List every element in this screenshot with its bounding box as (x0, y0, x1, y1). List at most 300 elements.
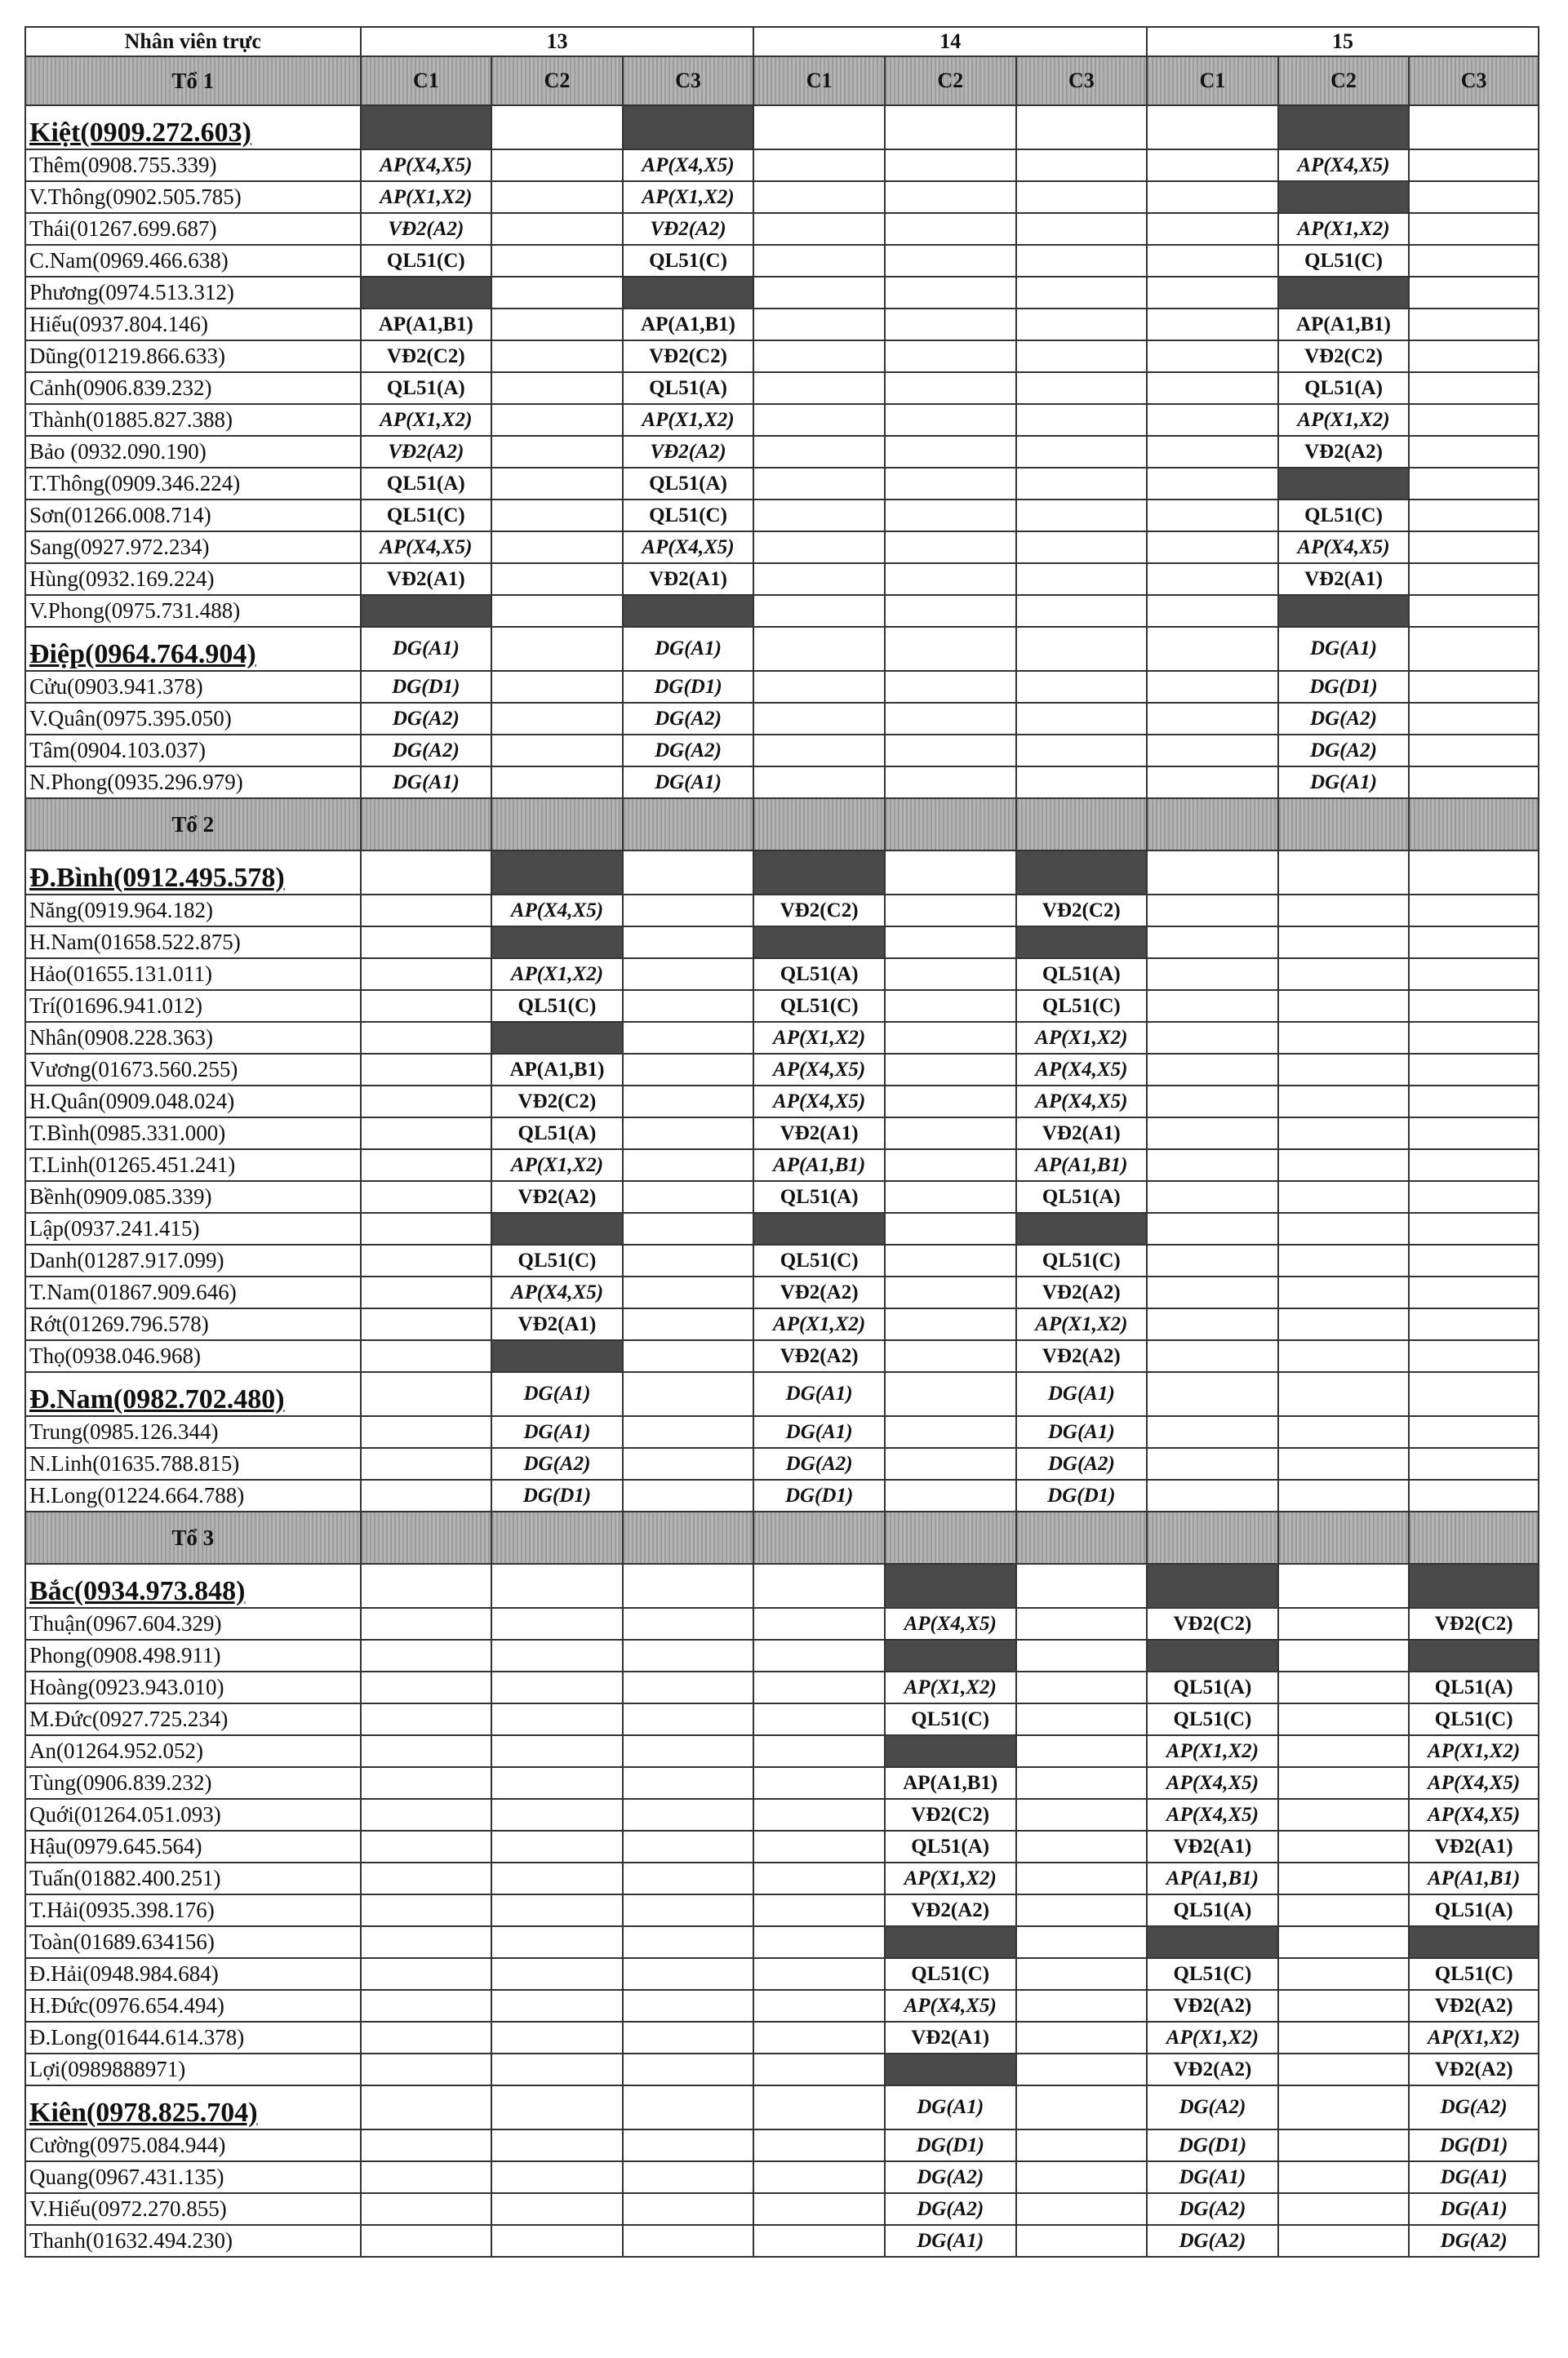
empty-cell (1147, 895, 1278, 926)
empty-cell (361, 1831, 492, 1863)
empty-cell (1409, 149, 1539, 181)
staff-name: Cường(0975.084.944) (25, 2129, 361, 2161)
empty-cell (361, 1894, 492, 1926)
empty-cell (753, 703, 885, 735)
empty-cell (1278, 990, 1410, 1022)
staff-row (25, 500, 1539, 531)
empty-cell (1409, 671, 1539, 703)
empty-cell (1409, 309, 1539, 340)
empty-cell (1409, 1022, 1539, 1054)
empty-cell (361, 2225, 492, 2257)
empty-cell (1409, 372, 1539, 404)
assignment-cell: QL51(A) (1278, 372, 1410, 404)
assignment-cell: QL51(C) (753, 1245, 885, 1277)
assignment-cell: AP(X1,X2) (753, 1022, 885, 1054)
staff-row (25, 703, 1539, 735)
off-duty-block (885, 2054, 1016, 2085)
empty-cell (753, 309, 885, 340)
staff-row (25, 245, 1539, 277)
assignment-cell: QL51(C) (1409, 1958, 1539, 1990)
empty-cell (623, 990, 754, 1022)
empty-cell (1278, 850, 1410, 895)
empty-cell (361, 1277, 492, 1308)
empty-cell (1016, 277, 1148, 309)
group-header-row (25, 1512, 1539, 1564)
assignment-cell: AP(X4,X5) (753, 1054, 885, 1086)
off-duty-block (361, 595, 492, 627)
assignment-cell: VĐ2(A2) (361, 436, 492, 468)
empty-cell (885, 1149, 1016, 1181)
assignment-cell: QL51(C) (491, 1245, 623, 1277)
leader-name: Kiên(0978.825.704) (25, 2085, 361, 2129)
empty-cell (1278, 1480, 1410, 1512)
empty-cell (491, 1799, 623, 1831)
staff-row (25, 531, 1539, 563)
staff-row (25, 2161, 1539, 2193)
shift-header (491, 798, 623, 850)
empty-cell (1409, 1480, 1539, 1512)
empty-cell (361, 1054, 492, 1086)
empty-cell (753, 2161, 885, 2193)
shift-header (753, 798, 885, 850)
assignment-cell: DG(A2) (491, 1448, 623, 1480)
empty-cell (623, 895, 754, 926)
assignment-cell: AP(X1,X2) (491, 958, 623, 990)
empty-cell (1147, 372, 1278, 404)
staff-name: Hiếu(0937.804.146) (25, 309, 361, 340)
empty-cell (1278, 1213, 1410, 1245)
assignment-cell: QL51(A) (1409, 1672, 1539, 1703)
empty-cell (885, 990, 1016, 1022)
staff-name: Tuấn(01882.400.251) (25, 1863, 361, 1894)
shift-header: C1 (1147, 56, 1278, 105)
staff-row (25, 1213, 1539, 1245)
empty-cell (885, 1308, 1016, 1340)
empty-cell (491, 1564, 623, 1608)
empty-cell (491, 1831, 623, 1863)
off-duty-block (491, 1213, 623, 1245)
staff-row (25, 671, 1539, 703)
empty-cell (1278, 1767, 1410, 1799)
group-leader-row (25, 1564, 1539, 1608)
empty-cell (753, 1958, 885, 1990)
empty-cell (1409, 500, 1539, 531)
empty-cell (361, 1672, 492, 1703)
assignment-cell: AP(X4,X5) (1409, 1767, 1539, 1799)
empty-cell (1278, 1149, 1410, 1181)
empty-cell (753, 1608, 885, 1640)
empty-cell (753, 1926, 885, 1958)
empty-cell (885, 213, 1016, 245)
empty-cell (753, 2085, 885, 2129)
empty-cell (623, 1245, 754, 1277)
assignment-cell: DG(A1) (623, 766, 754, 798)
staff-name: Đ.Hải(0948.984.684) (25, 1958, 361, 1990)
staff-row (25, 1416, 1539, 1448)
empty-cell (1409, 850, 1539, 895)
assignment-cell: DG(A2) (1278, 703, 1410, 735)
empty-cell (1278, 1640, 1410, 1672)
shift-header: C2 (1278, 56, 1410, 105)
assignment-cell: AP(X4,X5) (1147, 1799, 1278, 1831)
empty-cell (1409, 105, 1539, 149)
empty-cell (361, 1022, 492, 1054)
empty-cell (1147, 766, 1278, 798)
assignment-cell: QL51(C) (1016, 990, 1148, 1022)
staff-row (25, 1894, 1539, 1926)
empty-cell (1409, 436, 1539, 468)
assignment-cell: VĐ2(A1) (1147, 1831, 1278, 1863)
assignment-cell: VĐ2(C2) (1278, 340, 1410, 372)
staff-name: Năng(0919.964.182) (25, 895, 361, 926)
assignment-cell: DG(A1) (1147, 2161, 1278, 2193)
empty-cell (361, 1213, 492, 1245)
empty-cell (753, 372, 885, 404)
empty-cell (1278, 1340, 1410, 1372)
empty-cell (623, 1340, 754, 1372)
empty-cell (1278, 1054, 1410, 1086)
assignment-cell: QL51(A) (1147, 1672, 1278, 1703)
empty-cell (1409, 1416, 1539, 1448)
staff-name: Thanh(01632.494.230) (25, 2225, 361, 2257)
empty-cell (1147, 1149, 1278, 1181)
empty-cell (623, 2161, 754, 2193)
staff-name: Sang(0927.972.234) (25, 531, 361, 563)
staff-name: Vương(01673.560.255) (25, 1054, 361, 1086)
assignment-cell: DG(A1) (491, 1372, 623, 1416)
empty-cell (885, 627, 1016, 671)
staff-name: Quang(0967.431.135) (25, 2161, 361, 2193)
assignment-cell: VĐ2(A2) (1016, 1340, 1148, 1372)
staff-row (25, 926, 1539, 958)
assignment-cell: DG(D1) (361, 671, 492, 703)
off-duty-block (1016, 1213, 1148, 1245)
assignment-cell: QL51(A) (623, 468, 754, 500)
empty-cell (885, 1181, 1016, 1213)
off-duty-block (1278, 105, 1410, 149)
empty-cell (1409, 627, 1539, 671)
staff-row (25, 1608, 1539, 1640)
assignment-cell: QL51(C) (885, 1958, 1016, 1990)
empty-cell (361, 1608, 492, 1640)
empty-cell (1016, 1703, 1148, 1735)
staff-row (25, 1735, 1539, 1767)
staff-row (25, 1149, 1539, 1181)
empty-cell (1016, 1958, 1148, 1990)
staff-name: H.Quân(0909.048.024) (25, 1086, 361, 1117)
day-header: 14 (753, 27, 1147, 56)
off-duty-block (1147, 1640, 1278, 1672)
off-duty-block (1278, 595, 1410, 627)
empty-cell (1016, 2085, 1148, 2129)
assignment-cell: VĐ2(C2) (753, 895, 885, 926)
empty-cell (491, 245, 623, 277)
staff-row (25, 2225, 1539, 2257)
leader-name: Đ.Nam(0982.702.480) (25, 1372, 361, 1416)
empty-cell (1016, 2161, 1148, 2193)
assignment-cell: AP(X4,X5) (361, 531, 492, 563)
staff-row (25, 1672, 1539, 1703)
off-duty-block (491, 1022, 623, 1054)
empty-cell (885, 595, 1016, 627)
staff-row (25, 563, 1539, 595)
empty-cell (623, 1608, 754, 1640)
empty-cell (491, 1672, 623, 1703)
assignment-cell: VĐ2(C2) (1016, 895, 1148, 926)
empty-cell (1147, 213, 1278, 245)
empty-cell (491, 1863, 623, 1894)
staff-name: Toàn(01689.634156) (25, 1926, 361, 1958)
empty-cell (1409, 1181, 1539, 1213)
empty-cell (1147, 563, 1278, 595)
assignment-cell: VĐ2(A2) (1409, 1990, 1539, 2022)
empty-cell (885, 958, 1016, 990)
empty-cell (1409, 595, 1539, 627)
empty-cell (1147, 735, 1278, 766)
empty-cell (1409, 277, 1539, 309)
assignment-cell: QL51(C) (1016, 1245, 1148, 1277)
staff-name: Hảo(01655.131.011) (25, 958, 361, 990)
staff-name: N.Phong(0935.296.979) (25, 766, 361, 798)
empty-cell (753, 1831, 885, 1863)
empty-cell (361, 1564, 492, 1608)
off-duty-block (885, 1926, 1016, 1958)
empty-cell (1409, 468, 1539, 500)
empty-cell (361, 1340, 492, 1372)
empty-cell (1016, 2129, 1148, 2161)
empty-cell (885, 1480, 1016, 1512)
empty-cell (1147, 1054, 1278, 1086)
empty-cell (491, 1767, 623, 1799)
staff-row (25, 436, 1539, 468)
staff-row (25, 1277, 1539, 1308)
empty-cell (885, 895, 1016, 926)
staff-row (25, 1926, 1539, 1958)
empty-cell (1278, 1958, 1410, 1990)
empty-cell (1016, 340, 1148, 372)
empty-cell (623, 1308, 754, 1340)
empty-cell (885, 277, 1016, 309)
empty-cell (1016, 671, 1148, 703)
assignment-cell: DG(A2) (885, 2161, 1016, 2193)
empty-cell (491, 500, 623, 531)
empty-cell (1016, 595, 1148, 627)
assignment-cell: AP(A1,B1) (491, 1054, 623, 1086)
empty-cell (753, 2022, 885, 2054)
assignment-cell: VĐ2(A2) (753, 1277, 885, 1308)
empty-cell (885, 309, 1016, 340)
off-duty-block (1409, 1926, 1539, 1958)
staff-name: Tùng(0906.839.232) (25, 1767, 361, 1799)
staff-row (25, 1703, 1539, 1735)
staff-name: Nhân(0908.228.363) (25, 1022, 361, 1054)
leader-name: Bắc(0934.973.848) (25, 1564, 361, 1608)
empty-cell (1147, 1340, 1278, 1372)
shift-header (1016, 1512, 1148, 1564)
assignment-cell: DG(A2) (1016, 1448, 1148, 1480)
staff-name: Phong(0908.498.911) (25, 1640, 361, 1672)
assignment-cell: AP(X1,X2) (623, 404, 754, 436)
empty-cell (623, 850, 754, 895)
empty-cell (1016, 1926, 1148, 1958)
assignment-cell: VĐ2(A2) (885, 1894, 1016, 1926)
empty-cell (885, 340, 1016, 372)
empty-cell (753, 1990, 885, 2022)
empty-cell (491, 309, 623, 340)
assignment-cell: VĐ2(A1) (623, 563, 754, 595)
empty-cell (753, 213, 885, 245)
empty-cell (753, 181, 885, 213)
empty-cell (1278, 1117, 1410, 1149)
empty-cell (623, 2054, 754, 2085)
assignment-cell: VĐ2(A2) (753, 1340, 885, 1372)
staff-name: Thọ(0938.046.968) (25, 1340, 361, 1372)
empty-cell (753, 2129, 885, 2161)
assignment-cell: DG(A2) (361, 703, 492, 735)
empty-cell (1016, 1767, 1148, 1799)
empty-cell (1016, 1831, 1148, 1863)
shift-header: C2 (885, 56, 1016, 105)
assignment-cell: DG(A1) (361, 627, 492, 671)
empty-cell (753, 735, 885, 766)
empty-cell (361, 2022, 492, 2054)
off-duty-block (885, 1735, 1016, 1767)
empty-cell (1409, 1213, 1539, 1245)
assignment-cell: DG(D1) (491, 1480, 623, 1512)
empty-cell (623, 2225, 754, 2257)
off-duty-block (885, 1564, 1016, 1608)
empty-cell (1409, 1086, 1539, 1117)
staff-row (25, 1767, 1539, 1799)
empty-cell (1147, 309, 1278, 340)
empty-cell (623, 1117, 754, 1149)
staff-row (25, 149, 1539, 181)
staff-name: T.Thông(0909.346.224) (25, 468, 361, 500)
off-duty-block (491, 1340, 623, 1372)
empty-cell (361, 1640, 492, 1672)
empty-cell (1278, 958, 1410, 990)
empty-cell (1016, 181, 1148, 213)
staff-row (25, 2022, 1539, 2054)
off-duty-block (753, 850, 885, 895)
empty-cell (623, 1054, 754, 1086)
empty-cell (491, 2193, 623, 2225)
empty-cell (1278, 1372, 1410, 1416)
assignment-cell: AP(X1,X2) (885, 1672, 1016, 1703)
staff-row (25, 895, 1539, 926)
assignment-cell: DG(D1) (1278, 671, 1410, 703)
empty-cell (623, 1564, 754, 1608)
empty-cell (1409, 1245, 1539, 1277)
empty-cell (623, 1990, 754, 2022)
empty-cell (361, 1735, 492, 1767)
empty-cell (361, 1958, 492, 1990)
empty-cell (885, 1022, 1016, 1054)
empty-cell (1278, 2022, 1410, 2054)
empty-cell (1278, 1608, 1410, 1640)
staff-name: N.Linh(01635.788.815) (25, 1448, 361, 1480)
staff-row (25, 1480, 1539, 1512)
assignment-cell: DG(A1) (361, 766, 492, 798)
assignment-cell: QL51(A) (753, 1181, 885, 1213)
empty-cell (491, 703, 623, 735)
empty-cell (623, 1926, 754, 1958)
staff-name: Đ.Long(01644.614.378) (25, 2022, 361, 2054)
empty-cell (1409, 245, 1539, 277)
empty-cell (1147, 1448, 1278, 1480)
empty-cell (491, 671, 623, 703)
day-header: 13 (361, 27, 754, 56)
shift-header (885, 798, 1016, 850)
empty-cell (623, 1480, 754, 1512)
empty-cell (1409, 404, 1539, 436)
assignment-cell: AP(A1,B1) (753, 1149, 885, 1181)
empty-cell (623, 926, 754, 958)
empty-cell (1409, 735, 1539, 766)
assignment-cell: AP(X4,X5) (623, 531, 754, 563)
empty-cell (623, 1703, 754, 1735)
empty-cell (885, 1054, 1016, 1086)
assignment-cell: QL51(A) (361, 372, 492, 404)
assignment-cell: DG(D1) (1409, 2129, 1539, 2161)
staff-name: Rớt(01269.796.578) (25, 1308, 361, 1340)
empty-cell (753, 627, 885, 671)
empty-cell (1409, 1448, 1539, 1480)
empty-cell (491, 372, 623, 404)
off-duty-block (1278, 181, 1410, 213)
staff-name: C.Nam(0969.466.638) (25, 245, 361, 277)
assignment-cell: DG(D1) (623, 671, 754, 703)
empty-cell (1278, 2129, 1410, 2161)
empty-cell (1147, 1245, 1278, 1277)
empty-cell (885, 149, 1016, 181)
empty-cell (491, 468, 623, 500)
empty-cell (491, 1608, 623, 1640)
empty-cell (753, 149, 885, 181)
empty-cell (1409, 213, 1539, 245)
empty-cell (1278, 1022, 1410, 1054)
empty-cell (361, 1863, 492, 1894)
empty-cell (361, 895, 492, 926)
empty-cell (1409, 1308, 1539, 1340)
empty-cell (361, 990, 492, 1022)
empty-cell (1147, 1117, 1278, 1149)
assignment-cell: VĐ2(A1) (885, 2022, 1016, 2054)
empty-cell (1278, 1863, 1410, 1894)
empty-cell (1147, 436, 1278, 468)
empty-cell (623, 1640, 754, 1672)
empty-cell (1016, 149, 1148, 181)
empty-cell (491, 595, 623, 627)
leader-name: Đ.Bình(0912.495.578) (25, 850, 361, 895)
off-duty-block (1016, 850, 1148, 895)
off-duty-block (1147, 1564, 1278, 1608)
staff-row (25, 595, 1539, 627)
group-label: Tổ 3 (25, 1512, 361, 1564)
empty-cell (1016, 436, 1148, 468)
empty-cell (491, 2161, 623, 2193)
empty-cell (491, 213, 623, 245)
assignment-cell: QL51(C) (361, 500, 492, 531)
empty-cell (1147, 1308, 1278, 1340)
off-duty-block (491, 850, 623, 895)
empty-cell (753, 1564, 885, 1608)
empty-cell (491, 1990, 623, 2022)
empty-cell (623, 1894, 754, 1926)
assignment-cell: QL51(C) (1278, 500, 1410, 531)
assignment-cell: AP(A1,B1) (885, 1767, 1016, 1799)
shift-header (753, 1512, 885, 1564)
